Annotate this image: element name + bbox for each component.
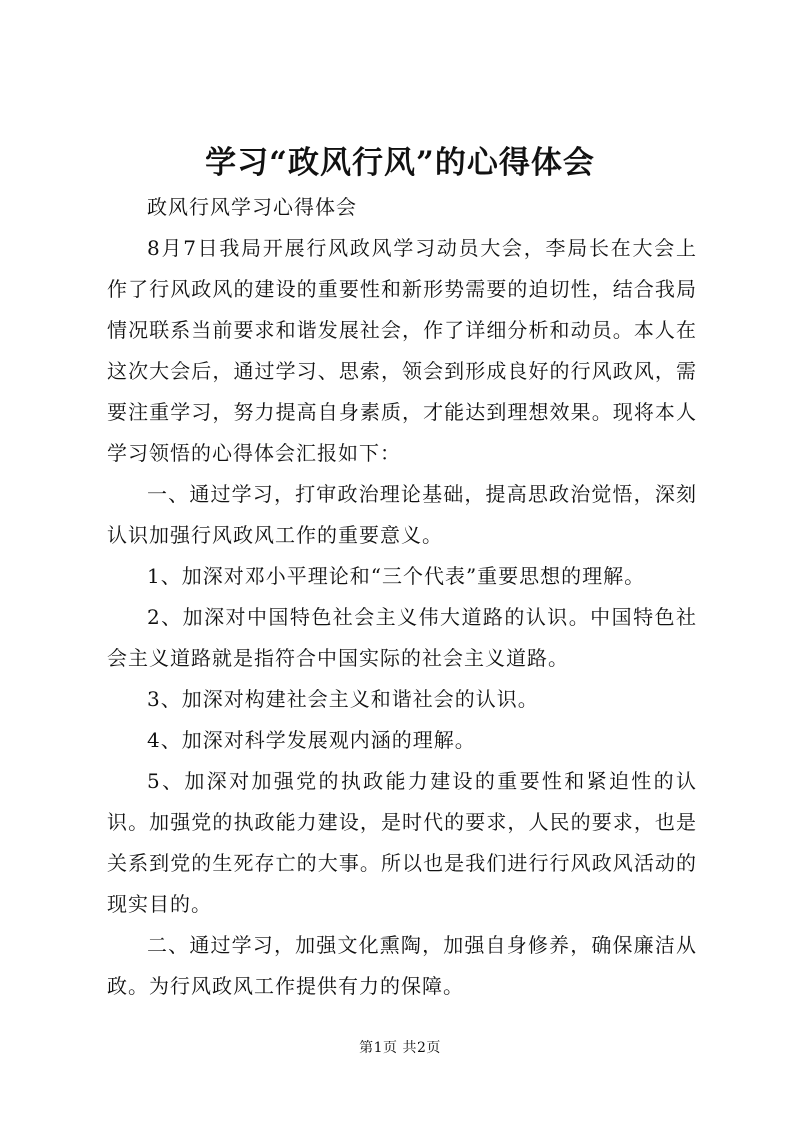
document-title: 学习“政风行风”的心得体会 xyxy=(205,145,595,181)
paragraph-item-2: 2、加深对中国特色社会主义伟大道路的认识。中国特色社会主义道路就是指符合中国实际的社会主义道路。 xyxy=(107,605,697,670)
page-number-footer: 第1页 共2页 xyxy=(359,1040,441,1056)
paragraph-section-one: 一、通过学习，打审政治理论基础，提高思政治觉悟，深刻认识加强行风政风工作的重要意义。 xyxy=(107,482,697,547)
paragraph-section-two: 二、通过学习，加强文化熏陶，加强自身修养，确保廉洁从政。为行风政风工作提供有力的保障。 xyxy=(107,933,697,998)
paragraph-item-3: 3、加深对构建社会主义和谐社会的认识。 xyxy=(147,687,539,711)
paragraph-intro: 8月7日我局开展行风政风学习动员大会，李局长在大会上作了行风政风的建设的重要性和新形势需要的迫切性，结合我局情况联系当前要求和谐发展社会，作了详细分析和动员。本人在这次大会后，通过学习、思索，领会到形成良好的行风政风，需要注重学习，努力提高自身素质，才能达到理想效果。现将本人学习领悟的心得体会汇报如下： xyxy=(107,236,697,465)
paragraph-subtitle: 政风行风学习心得体会 xyxy=(147,195,357,219)
document-body xyxy=(107,187,697,1007)
paragraph-item-5: 5、加深对加强党的执政能力建设的重要性和紧迫性的认识。加强党的执政能力建设，是时代的要求，人民的要求，也是关系到党的生死存亡的大事。所以也是我们进行行风政风活动的现实目的。 xyxy=(107,769,697,916)
paragraph-item-4: 4、加深对科学发展观内涵的理解。 xyxy=(147,728,476,752)
paragraph-item-1: 1、加深对邓小平理论和“三个代表”重要思想的理解。 xyxy=(147,564,646,588)
